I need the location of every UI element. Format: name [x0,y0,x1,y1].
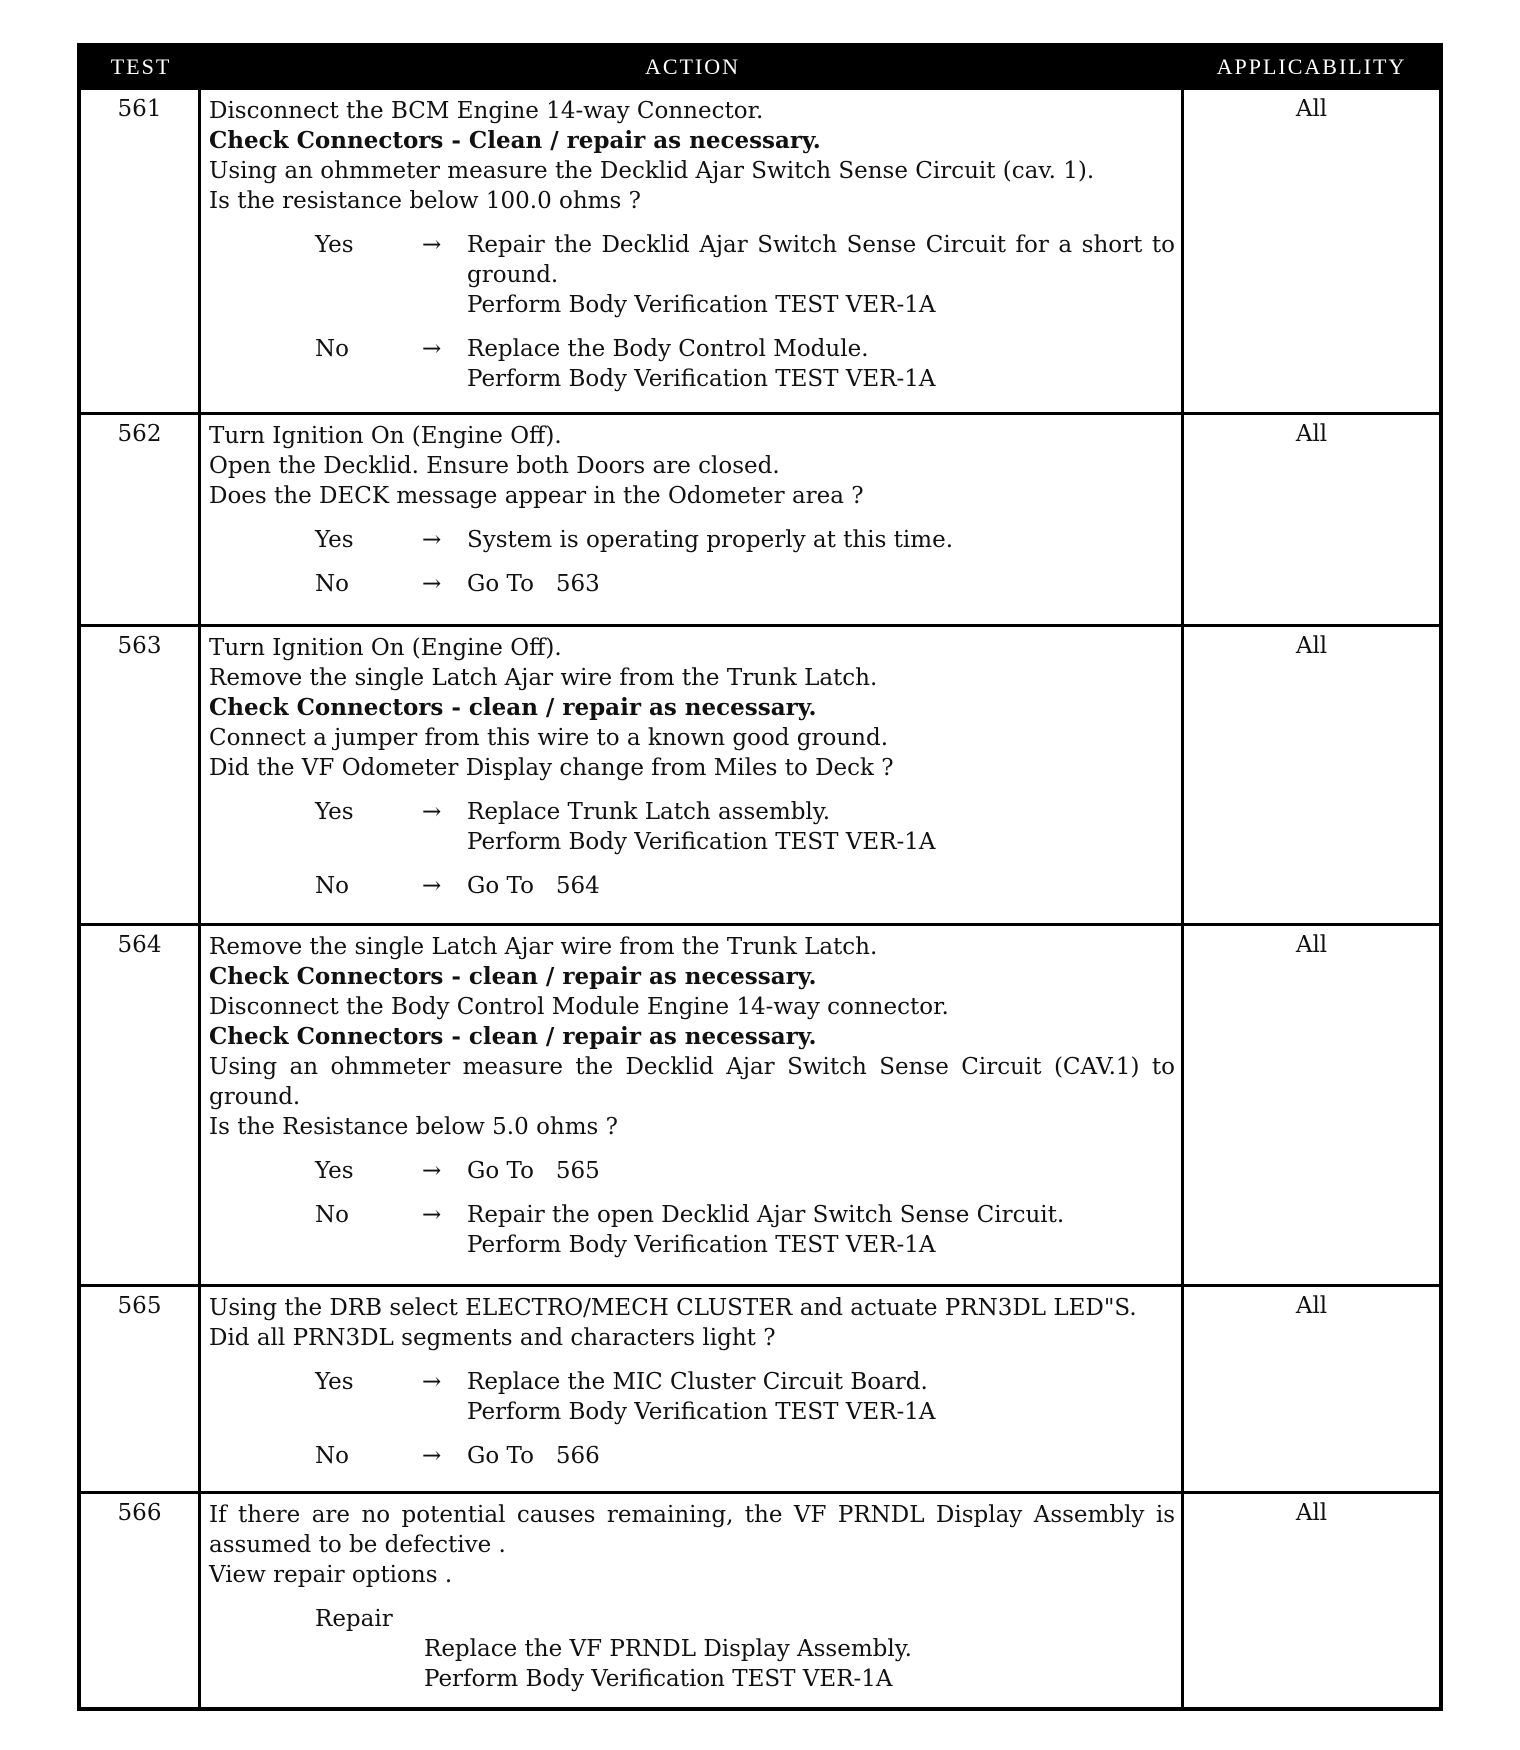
action-line: View repair options . [209,1562,453,1588]
arrow-icon: → [422,1202,442,1228]
no-branch [209,569,1175,599]
header-action: ACTION [644,54,741,79]
yes-label: Yes [315,799,354,825]
no-text: Go To 564 [467,873,600,899]
yes-label: Yes [315,1369,354,1395]
no-text: Replace the Body Control Module. [467,336,869,362]
arrow-icon: → [422,232,442,258]
yes-text: Perform Body Verification TEST VER-1A [467,829,936,855]
action-line-bold: Check Connectors - clean / repair as necessary. [209,1023,817,1050]
yes-text: System is operating properly at this time. [467,527,954,553]
action-cell [201,627,1184,923]
header-test: TEST [110,54,172,79]
no-branch [209,334,1175,394]
yes-text: Go To 565 [467,1158,600,1184]
diagnostic-table [77,43,1443,1711]
no-label: No [315,873,349,899]
table-row-564 [81,923,1439,1284]
action-line: Disconnect the BCM Engine 14-way Connector. [209,98,764,124]
no-text: Repair the open Decklid Ajar Switch Sense Circuit. [467,1202,1065,1228]
arrow-icon: → [422,799,442,825]
no-label: No [315,571,349,597]
no-branch [209,1200,1175,1260]
no-text: Perform Body Verification TEST VER-1A [467,366,936,392]
arrow-icon: → [422,1158,442,1184]
action-line: Turn Ignition On (Engine Off). [209,635,562,661]
action-line: Is the resistance below 100.0 ohms ? [209,188,641,214]
yes-text: Replace Trunk Latch assembly. [467,799,831,825]
no-branch [209,1441,1175,1471]
applicability: All [1295,932,1328,958]
action-line: Did the VF Odometer Display change from Miles to Deck ? [209,755,894,781]
yes-label: Yes [315,527,354,553]
repair-label: Repair [315,1606,393,1632]
no-text: Go To 563 [467,571,600,597]
test-number: 566 [81,1494,201,1707]
no-text: Perform Body Verification TEST VER-1A [467,1232,936,1258]
table-row-565 [81,1284,1439,1491]
yes-text: Replace the MIC Cluster Circuit Board. [467,1369,928,1395]
test-number: 564 [81,926,201,1284]
header-applicability: APPLICABILITY [1216,54,1407,79]
action-cell [201,90,1184,412]
arrow-icon: → [422,336,442,362]
no-text: Go To 566 [467,1443,600,1469]
applicability: All [1295,1500,1328,1526]
action-line: Connect a jumper from this wire to a known good ground. [209,725,889,751]
action-line: If there are no potential causes remaining, the VF PRNDL Display Assembly is assumed to be defective . [209,1502,1175,1558]
test-number: 565 [81,1287,201,1491]
action-cell [201,1494,1184,1707]
no-branch [209,871,1175,901]
action-line-bold: Check Connectors - clean / repair as necessary. [209,694,817,721]
arrow-icon: → [422,571,442,597]
repair-text: Replace the VF PRNDL Display Assembly. [424,1636,912,1662]
no-label: No [315,336,349,362]
action-line: Using an ohmmeter measure the Decklid Ajar Switch Sense Circuit (CAV.1) to ground. [209,1054,1175,1110]
test-number: 563 [81,627,201,923]
applicability: All [1295,633,1328,659]
action-line: Turn Ignition On (Engine Off). [209,423,562,449]
repair-text: Perform Body Verification TEST VER-1A [424,1666,893,1692]
action-line: Is the Resistance below 5.0 ohms ? [209,1114,618,1140]
applicability: All [1295,96,1328,122]
yes-branch [209,1156,1175,1186]
yes-branch [209,230,1175,320]
action-line: Does the DECK message appear in the Odometer area ? [209,483,864,509]
yes-label: Yes [315,232,354,258]
yes-branch [209,1367,1175,1427]
action-line: Disconnect the Body Control Module Engine 14-way connector. [209,994,949,1020]
action-line: Open the Decklid. Ensure both Doors are closed. [209,453,780,479]
yes-label: Yes [315,1158,354,1184]
action-line: Remove the single Latch Ajar wire from the Trunk Latch. [209,665,878,691]
action-line: Using an ohmmeter measure the Decklid Ajar Switch Sense Circuit (cav. 1). [209,158,1095,184]
no-label: No [315,1443,349,1469]
table-row-566 [81,1491,1439,1707]
action-cell [201,415,1184,624]
repair-options [209,1634,1175,1694]
yes-text: Perform Body Verification TEST VER-1A [467,292,936,318]
action-line: Did all PRN3DL segments and characters light ? [209,1325,776,1351]
yes-branch [209,797,1175,857]
action-line: Remove the single Latch Ajar wire from the Trunk Latch. [209,934,878,960]
action-cell [201,926,1184,1284]
arrow-icon: → [422,1443,442,1469]
table-row-562 [81,412,1439,624]
action-line-bold: Check Connectors - clean / repair as necessary. [209,963,817,990]
table-row-563 [81,624,1439,923]
action-line: Using the DRB select ELECTRO/MECH CLUSTER and actuate PRN3DL LED"S. [209,1295,1137,1321]
table-header [81,47,1439,87]
arrow-icon: → [422,527,442,553]
yes-text: Repair the Decklid Ajar Switch Sense Circuit for a short to ground. [467,232,1175,288]
action-cell [201,1287,1184,1491]
yes-branch [209,525,1175,555]
applicability: All [1295,1293,1328,1319]
applicability: All [1295,421,1328,447]
arrow-icon: → [422,873,442,899]
action-line-bold: Check Connectors - Clean / repair as necessary. [209,127,821,154]
yes-text: Perform Body Verification TEST VER-1A [467,1399,936,1425]
test-number: 561 [81,90,201,412]
test-number: 562 [81,415,201,624]
no-label: No [315,1202,349,1228]
table-row-561 [81,87,1439,412]
arrow-icon: → [422,1369,442,1395]
